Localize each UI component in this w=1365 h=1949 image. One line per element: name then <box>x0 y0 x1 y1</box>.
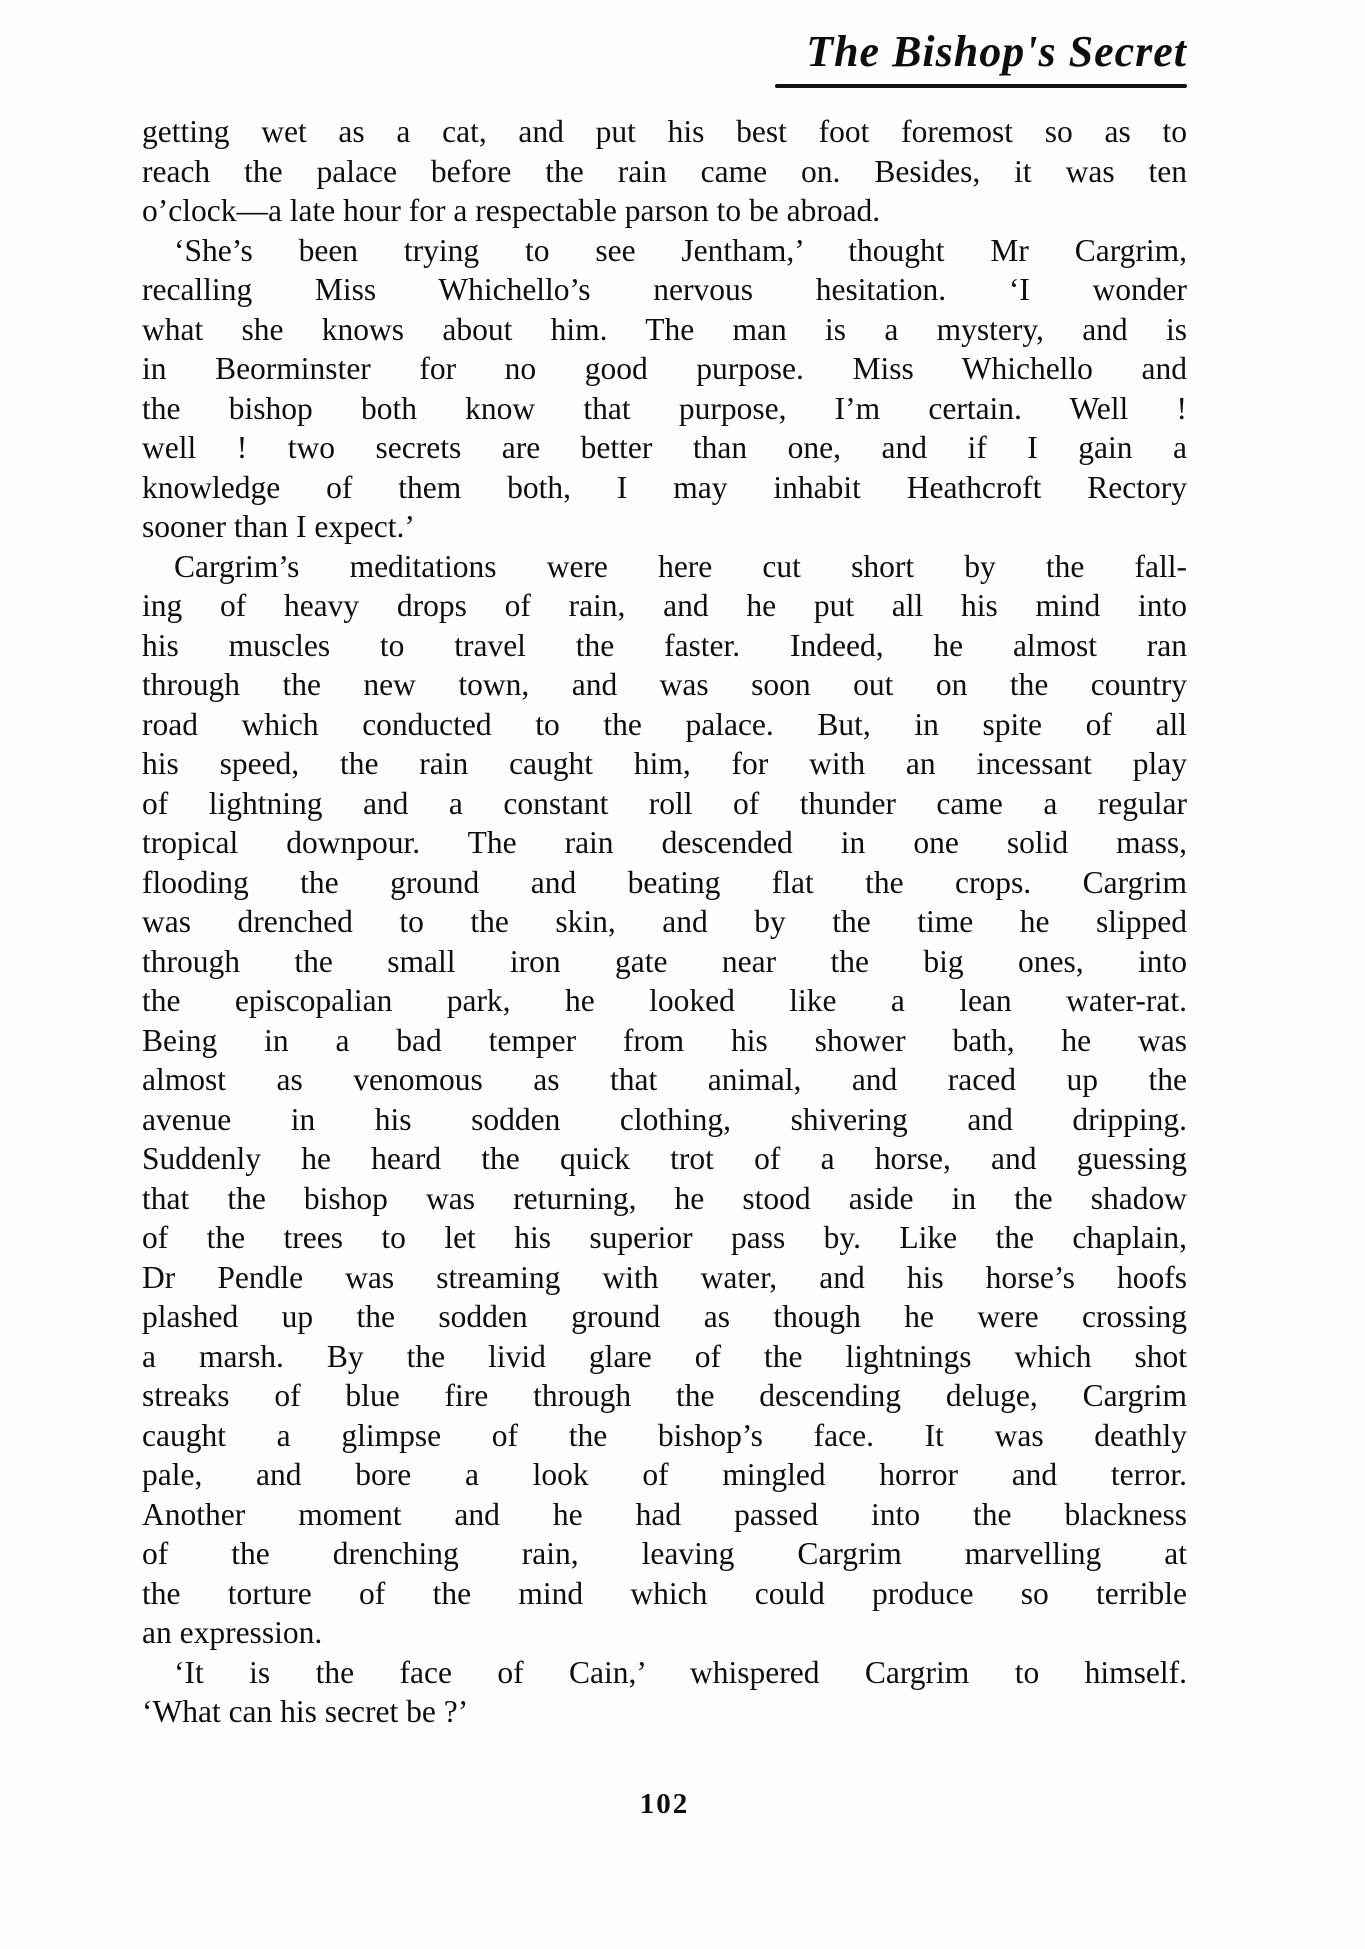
text-line: almost as venomous as that animal, and raced up the <box>142 1062 1187 1097</box>
paragraph <box>142 231 1187 547</box>
text-line: of lightning and a constant roll of thunder came a regular <box>142 785 1187 821</box>
text-line: the bishop both know that purpose, I’m certain. Well ! <box>142 390 1187 426</box>
text-line: the torture of the mind which could produce so terrible <box>142 1575 1187 1611</box>
text-line: ‘It is the face of Cain,’ whispered Cargrim to himself. <box>174 1654 1187 1690</box>
text-line: Cargrim’s meditations were here cut short by the fall- <box>174 548 1187 584</box>
text-line: the episcopalian park, he looked like a lean water-rat. <box>142 983 1187 1018</box>
text-line: o’clock—a late hour for a respectable parson to be abroad. <box>142 193 881 228</box>
text-line: caught a glimpse of the bishop’s face. It was deathly <box>142 1417 1187 1453</box>
page-number: 102 <box>639 1788 690 1820</box>
text-line: in Beorminster for no good purpose. Miss Whichello and <box>142 351 1187 386</box>
text-line: his muscles to travel the faster. Indeed, he almost ran <box>142 627 1187 663</box>
paragraph <box>142 112 1187 231</box>
page-body <box>142 112 1187 1732</box>
text-line: of the drenching rain, leaving Cargrim marvelling at <box>142 1536 1187 1571</box>
text-line: sooner than I expect.’ <box>142 509 415 544</box>
text-line: plashed up the sodden ground as though he were crossing <box>142 1299 1187 1334</box>
text-line: pale, and bore a look of mingled horror and terror. <box>142 1457 1187 1492</box>
text-line: getting wet as a cat, and put his best foot foremost so as to <box>142 114 1187 149</box>
text-line: through the new town, and was soon out on the country <box>142 667 1187 702</box>
text-line: ing of heavy drops of rain, and he put all his mind into <box>142 588 1187 623</box>
text-line: through the small iron gate near the big ones, into <box>142 943 1187 979</box>
text-line: what she knows about him. The man is a mystery, and is <box>142 311 1187 347</box>
page-header-title: The Bishop's Secret <box>806 27 1187 76</box>
text-line: reach the palace before the rain came on. Besides, it was ten <box>142 153 1187 189</box>
text-line: flooding the ground and beating flat the crops. Cargrim <box>142 864 1187 900</box>
text-line: that the bishop was returning, he stood aside in the shadow <box>142 1180 1187 1216</box>
text-line: Suddenly he heard the quick trot of a horse, and guessing <box>142 1141 1187 1176</box>
text-line: a marsh. By the livid glare of the lightnings which shot <box>142 1338 1187 1374</box>
header-rule <box>775 84 1187 88</box>
text-line: Being in a bad temper from his shower bath, he was <box>142 1022 1187 1058</box>
paragraph <box>142 1653 1187 1732</box>
text-line: recalling Miss Whichello’s nervous hesitation. ‘I wonder <box>142 272 1187 307</box>
text-line: ‘She’s been trying to see Jentham,’ thought Mr Cargrim, <box>174 232 1187 268</box>
text-line: was drenched to the skin, and by the time he slipped <box>142 904 1187 939</box>
text-line: streaks of blue fire through the descending deluge, Cargrim <box>142 1378 1187 1413</box>
running-head <box>587 26 1187 88</box>
text-line: tropical downpour. The rain descended in one solid mass, <box>142 825 1187 860</box>
text-line: Another moment and he had passed into the blackness <box>142 1496 1187 1532</box>
text-line: his speed, the rain caught him, for with an incessant play <box>142 746 1187 781</box>
text-line: ‘What can his secret be ?’ <box>142 1694 469 1729</box>
text-line: well ! two secrets are better than one, and if I gain a <box>142 430 1187 465</box>
text-line: an expression. <box>142 1615 323 1650</box>
text-line: road which conducted to the palace. But, in spite of all <box>142 706 1187 742</box>
paragraph <box>142 547 1187 1653</box>
text-line: of the trees to let his superior pass by. Like the chaplain, <box>142 1220 1187 1255</box>
text-line: Dr Pendle was streaming with water, and his horse’s hoofs <box>142 1259 1187 1295</box>
text-line: avenue in his sodden clothing, shivering and dripping. <box>142 1101 1187 1137</box>
text-line: knowledge of them both, I may inhabit Heathcroft Rectory <box>142 469 1187 505</box>
